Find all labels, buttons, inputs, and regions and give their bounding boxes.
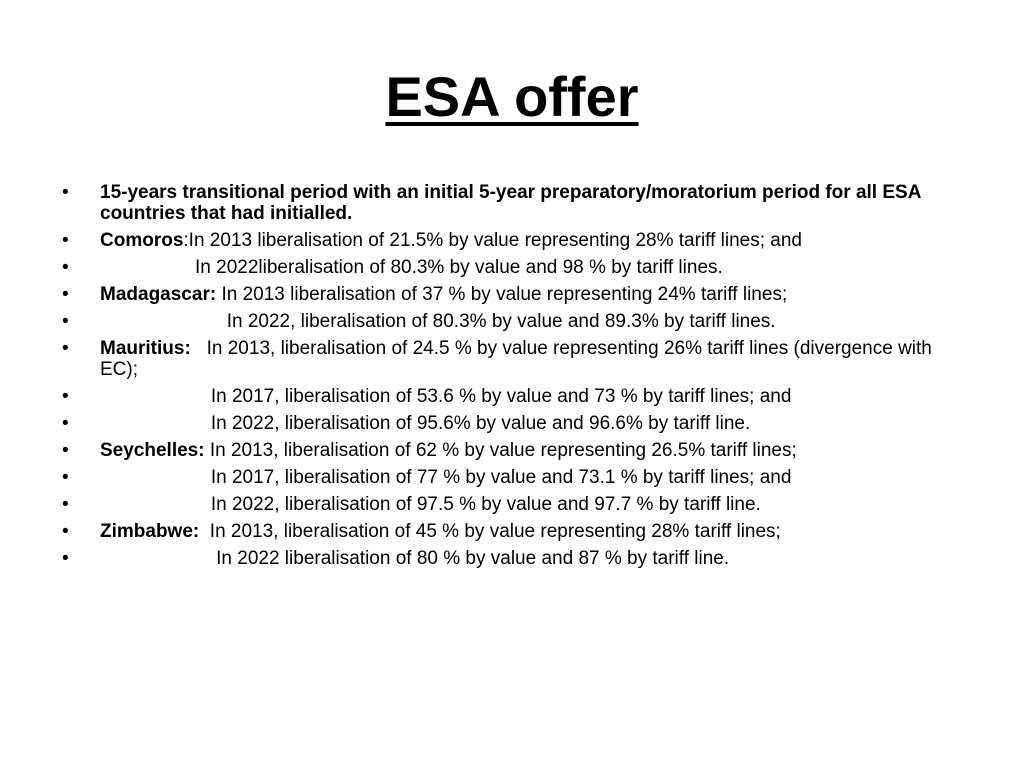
- bullet-item-transitional-period: [62, 182, 962, 224]
- bullet-dot-icon: •: [62, 182, 69, 203]
- bullet-item-mauritius-2022: [62, 413, 962, 434]
- bullet-text: In 2017, liberalisation of 77 % by value and 73.1 % by tariff lines; and: [100, 467, 792, 488]
- bullet-dot-icon: •: [62, 230, 69, 251]
- bullet-dot-icon: •: [62, 467, 69, 488]
- bullet-dot-icon: •: [62, 257, 69, 278]
- bullet-text: In 2013 liberalisation of 37 % by value representing 24% tariff lines;: [216, 284, 788, 305]
- bullet-item-seychelles-2022: [62, 494, 962, 515]
- bullet-text: In 2022, liberalisation of 97.5 % by value and 97.7 % by tariff line.: [100, 494, 761, 515]
- bullet-label: Seychelles:: [100, 440, 205, 461]
- bullet-list: [62, 182, 962, 575]
- bullet-dot-icon: •: [62, 521, 69, 542]
- bullet-item-madagascar-2013: [62, 284, 962, 305]
- bullet-label: Comoros: [100, 230, 184, 251]
- bullet-dot-icon: •: [62, 311, 69, 332]
- bullet-item-madagascar-2022: [62, 311, 962, 332]
- bullet-text: In 2022 liberalisation of 80 % by value and 87 % by tariff line.: [100, 548, 730, 569]
- bullet-item-seychelles-2013: [62, 440, 962, 461]
- bullet-label: Zimbabwe:: [100, 521, 200, 542]
- bullet-text: In 2017, liberalisation of 53.6 % by value and 73 % by tariff lines; and: [100, 386, 792, 407]
- bullet-dot-icon: •: [62, 284, 69, 305]
- bullet-dot-icon: •: [62, 338, 69, 359]
- bullet-label: Madagascar:: [100, 284, 217, 305]
- bullet-item-comoros-2013: [62, 230, 962, 251]
- bullet-text: In 2022liberalisation of 80.3% by value and 98 % by tariff lines.: [100, 257, 723, 278]
- bullet-item-mauritius-2017: [62, 386, 962, 407]
- bullet-dot-icon: •: [62, 413, 69, 434]
- bullet-dot-icon: •: [62, 440, 69, 461]
- bullet-text: 15-years transitional period with an initial 5-year preparatory/moratorium period for all ESA countries that had initialled.: [100, 182, 927, 224]
- bullet-dot-icon: •: [62, 548, 69, 569]
- bullet-dot-icon: •: [62, 494, 69, 515]
- bullet-dot-icon: •: [62, 386, 69, 407]
- bullet-item-zimbabwe-2022: [62, 548, 962, 569]
- bullet-item-mauritius-2013: [62, 338, 962, 380]
- bullet-text: In 2013, liberalisation of 62 % by value representing 26.5% tariff lines;: [204, 440, 797, 461]
- bullet-text: In 2022, liberalisation of 95.6% by value and 96.6% by tariff line.: [100, 413, 751, 434]
- bullet-text: In 2013, liberalisation of 24.5 % by value representing 26% tariff lines (divergence with EC);: [100, 338, 938, 380]
- slide-title: ESA offer: [385, 65, 639, 128]
- bullet-item-zimbabwe-2013: [62, 521, 962, 542]
- bullet-item-seychelles-2017: [62, 467, 962, 488]
- bullet-label: Mauritius:: [100, 338, 191, 359]
- bullet-item-comoros-2022: [62, 257, 962, 278]
- bullet-text: In 2013, liberalisation of 45 % by value representing 28% tariff lines;: [199, 521, 781, 542]
- bullet-text: In 2022, liberalisation of 80.3% by value and 89.3% by tariff lines.: [100, 311, 776, 332]
- bullet-text: :In 2013 liberalisation of 21.5% by value representing 28% tariff lines; and: [183, 230, 803, 251]
